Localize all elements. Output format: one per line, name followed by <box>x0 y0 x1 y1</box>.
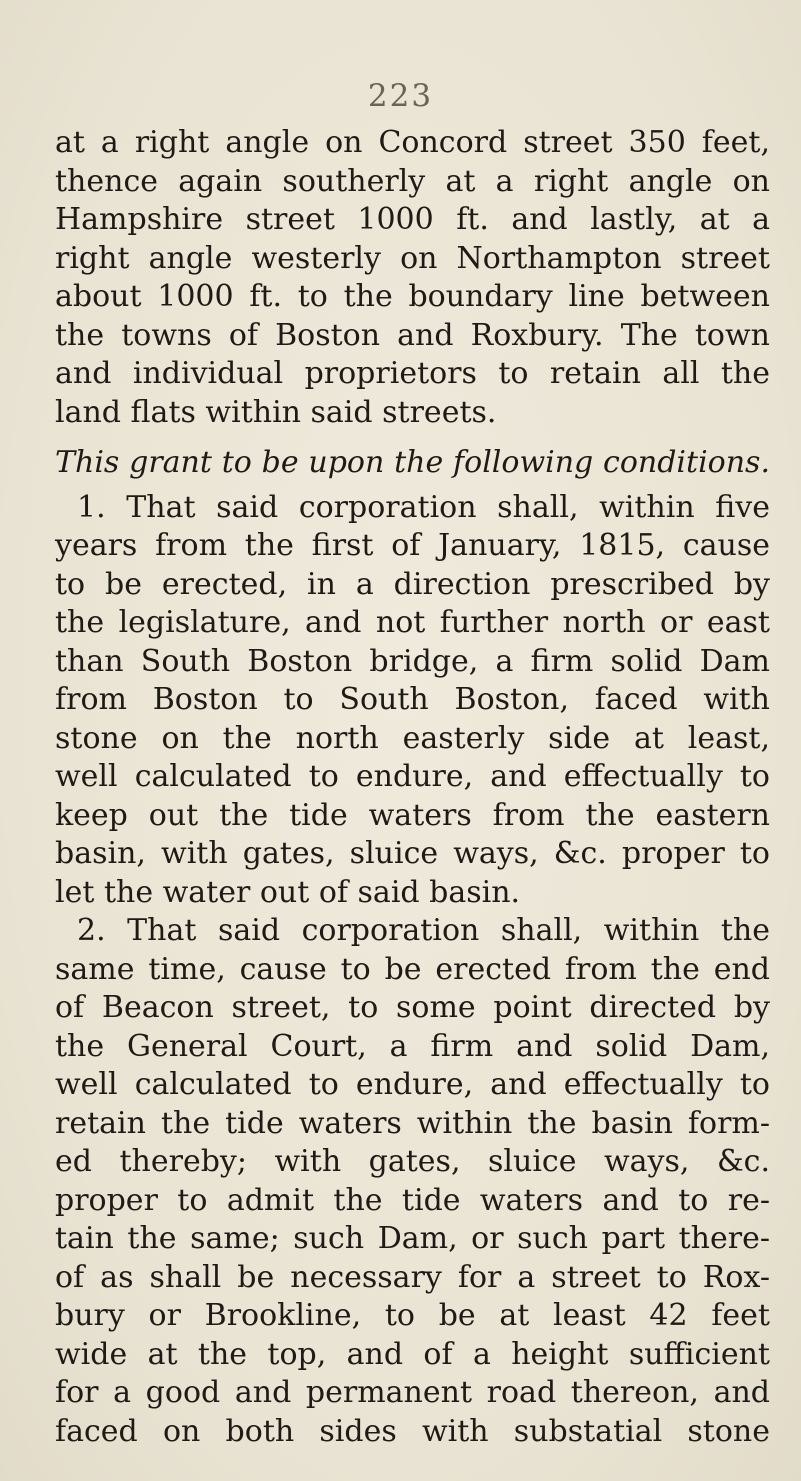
page-body-text <box>55 124 770 1451</box>
condition-2-line: bury or Brookline, to be at least 42 feet <box>55 1298 770 1333</box>
condition-1-line: the legislature, and not further north or east <box>55 605 770 640</box>
text-line: right angle westerly on Northampton street <box>55 240 770 276</box>
text-line: thence again southerly at a right angle on <box>55 163 770 199</box>
condition-1-line: 1. That said corporation shall, within five <box>77 489 770 525</box>
conditions-heading: This grant to be upon the following conditions. <box>55 445 770 480</box>
condition-2-line: the General Court, a firm and solid Dam, <box>55 1028 770 1064</box>
text-line: land flats within said streets. <box>55 394 497 430</box>
page-number: 223 <box>367 78 434 114</box>
text-line: about 1000 ft. to the boundary line between <box>55 279 770 314</box>
condition-2-line: well calculated to endure, and effectually to <box>55 1067 770 1102</box>
condition-2-line: ed thereby; with gates, sluice ways, &c. <box>55 1144 770 1179</box>
text-line: the towns of Boston and Roxbury. The town <box>55 317 770 353</box>
condition-1-line: to be erected, in a direction prescribed by <box>55 566 770 602</box>
condition-2-line: of Beacon street, to some point directed by <box>55 990 770 1025</box>
condition-2-line: proper to admit the tide waters and to re- <box>55 1182 770 1218</box>
condition-1-line: basin, with gates, sluice ways, &c. proper to <box>55 836 770 871</box>
condition-2-line: wide at the top, and of a height sufficient <box>55 1336 770 1372</box>
condition-1-line: let the water out of said basin. <box>55 874 521 910</box>
condition-1-line: stone on the north easterly side at least, <box>55 720 770 756</box>
condition-2-line: of as shall be necessary for a street to Rox- <box>55 1259 770 1295</box>
text-line: at a right angle on Concord street 350 feet, <box>55 125 770 160</box>
condition-2-line: tain the same; such Dam, or such part there- <box>55 1221 770 1256</box>
text-line: Hampshire street 1000 ft. and lastly, at a <box>55 202 770 237</box>
condition-2-line: faced on both sides with substatial stone <box>55 1413 770 1449</box>
condition-1-line: well calculated to endure, and effectually to <box>55 759 770 794</box>
text-line: and individual proprietors to retain all the <box>55 356 770 391</box>
condition-1-line: than South Boston bridge, a firm solid Dam <box>55 643 770 679</box>
condition-1-line: years from the first of January, 1815, cause <box>55 528 770 563</box>
condition-2-line: same time, cause to be erected from the end <box>55 951 770 987</box>
condition-2-line: retain the tide waters within the basin form- <box>55 1105 770 1141</box>
condition-2-line: 2. That said corporation shall, within the <box>77 913 770 948</box>
condition-1-line: keep out the tide waters from the eastern <box>55 797 770 833</box>
condition-2-line: for a good and permanent road thereon, and <box>55 1375 770 1410</box>
condition-1-line: from Boston to South Boston, faced with <box>55 682 770 717</box>
